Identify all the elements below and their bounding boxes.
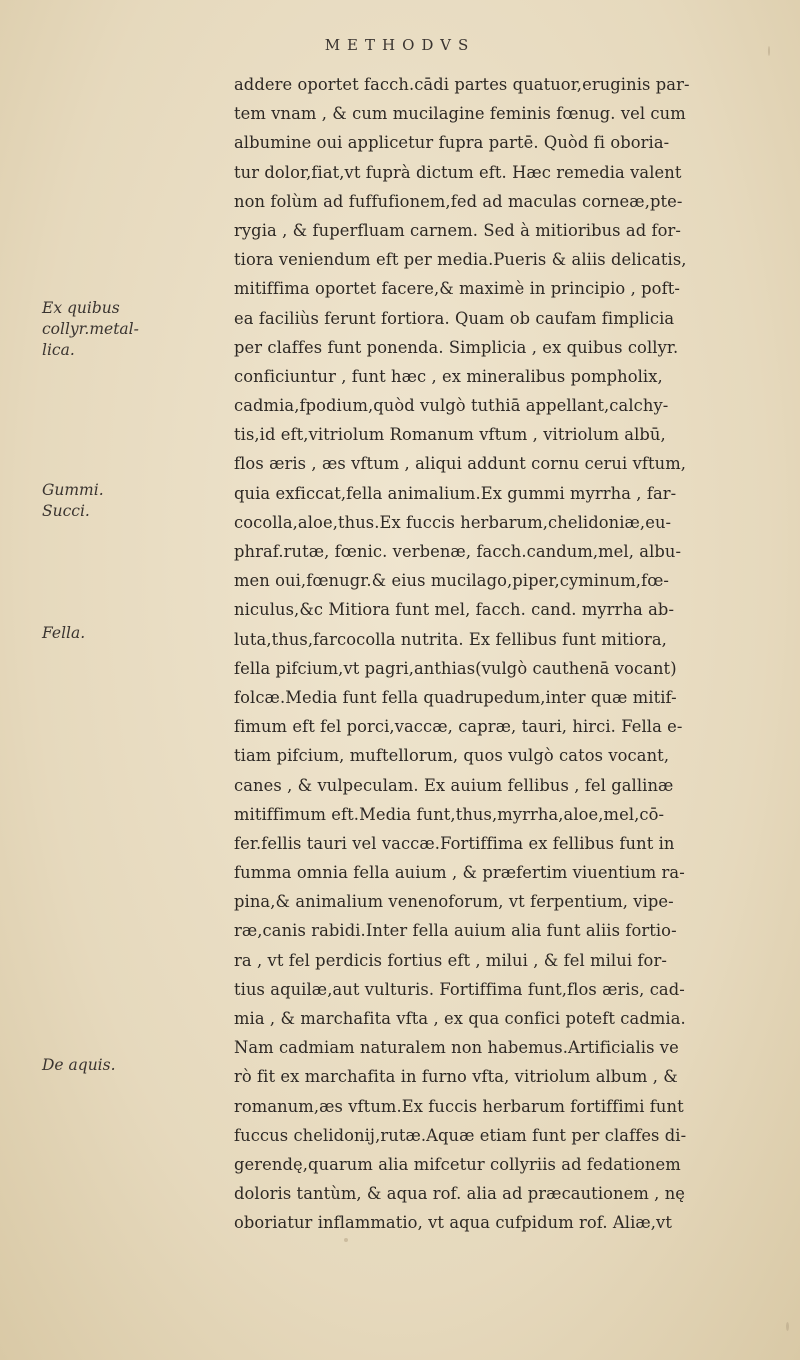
text-line: tem vnam , & cum mucilagine feminis fœnug. vel cum (234, 104, 686, 124)
text-line: ræ,canis rabidi.Inter fella auium alia funt aliis fortio- (234, 921, 677, 941)
text-line: fimum eft fel porci,vaccæ, capræ, tauri, hirci. Fella e- (234, 717, 683, 737)
margin-note-line: Gummi. (42, 481, 104, 499)
text-line: fella pifcium,vt pagri,anthias(vulgò cauthenā vocant) (234, 658, 677, 678)
text-line: doloris tantùm, & aqua rof. alia ad præcautionem , nę (234, 1184, 686, 1204)
text-line: addere oportet facch.cādi partes quatuor,eruginis par- (234, 75, 690, 94)
text-line: pina,& animalium venenoforum, vt ferpentium, vipe- (234, 892, 674, 912)
margin-note-line: collyr.metal- (42, 320, 139, 338)
paper-speck (768, 46, 770, 56)
text-line: phraf.rutæ, fœnic. verbenæ, facch.candum,mel, albu- (234, 542, 682, 561)
text-line: mitiffima oportet facere,& maximè in principio , poft- (234, 279, 680, 299)
text-line: albumine oui applicetur fupra partē. Quòd fi oboria- (234, 133, 670, 153)
text-line: tius aquilæ,aut vulturis. Fortiffima funt,flos æris, cad- (234, 979, 685, 999)
margin-note-line: lica. (42, 341, 75, 359)
margin-note-collyria-metallica (42, 298, 172, 361)
text-line: tiora veniendum eft per media.Pueris & aliis delicatis, (234, 250, 687, 270)
text-line: niculus,&c Mitiora funt mel, facch. cand. myrrha ab- (234, 600, 675, 620)
text-line: tis,id eft,vitriolum Romanum vftum , vitriolum albū, (234, 425, 666, 445)
margin-note-line: Fella. (42, 624, 86, 642)
text-line: ra , vt fel perdicis fortius eft , milui , & fel milui for- (234, 950, 667, 970)
text-line: fer.fellis tauri vel vaccæ.Fortiffima ex fellibus funt in (234, 833, 675, 853)
text-line: Nam cadmiam naturalem non habemus.Artificialis ve (234, 1038, 679, 1058)
text-line: cadmia,fpodium,quòd vulgò tuthiā appellant,calchy- (234, 396, 669, 416)
text-line: men oui,fœnugr.& eius mucilago,piper,cyminum,fœ- (234, 571, 670, 591)
text-line: cocolla,aloe,thus.Ex fuccis herbarum,chelidoniæ,eu- (234, 512, 672, 532)
text-line: per claffes funt ponenda. Simplicia , ex quibus collyr. (234, 337, 679, 357)
text-line: conficiuntur , funt hæc , ex mineralibus pompholix, (234, 366, 663, 386)
margin-note-gummi-succi (42, 480, 172, 522)
text-line: non folùm ad fuffufionem,fed ad maculas corneæ,pte- (234, 191, 683, 211)
text-line: tiam pifcium, muftellorum, quos vulgò catos vocant, (234, 746, 670, 766)
text-line: ea faciliùs ferunt fortiora. Quam ob caufam fimplicia (234, 308, 675, 328)
margin-note-line: Succi. (42, 502, 90, 520)
text-line: oboriatur inflammatio, vt aqua cufpidum rof. Aliæ,vt (234, 1213, 672, 1233)
paper-speck (344, 1238, 348, 1242)
text-line: quia exficcat,fella animalium.Ex gummi myrrha , far- (234, 483, 677, 503)
text-line: gerendę,quarum alia mifcetur collyriis ad fedationem (234, 1154, 681, 1174)
text-line: fuccus chelidonij,rutæ.Aquæ etiam funt per claffes di- (234, 1125, 687, 1145)
text-line: rygia , & fuperfluam carnem. Sed à mitioribus ad for- (234, 220, 682, 240)
running-head: METHODVS (324, 36, 476, 54)
text-line: fumma omnia fella auium , & præfertim viuentium ra- (234, 863, 685, 883)
main-text-block (234, 70, 764, 1238)
text-line: canes , & vulpeculam. Ex auium fellibus , fel gallinæ (234, 775, 674, 795)
margin-note-fella (42, 623, 172, 644)
text-line: folcæ.Media funt fella quadrupedum,inter quæ mitif- (234, 687, 677, 707)
margin-note-line: De aquis. (42, 1056, 116, 1074)
text-line: tur dolor,fiat,vt fuprà dictum eft. Hæc remedia valent (234, 162, 682, 182)
paper-speck (786, 1322, 789, 1331)
text-line: mia , & marchafita vfta , ex qua confici poteft cadmia. (234, 1009, 686, 1028)
margin-note-de-aquis (42, 1055, 172, 1076)
text-line: rò fit ex marchafita in furno vfta, vitriolum album , & (234, 1067, 678, 1087)
margin-note-line: Ex quibus (42, 299, 120, 317)
text-line: luta,thus,farcocolla nutrita. Ex fellibus funt mitiora, (234, 629, 667, 649)
text-line: flos æris , æs vftum , aliqui addunt cornu cerui vftum, (234, 454, 687, 474)
text-line: romanum,æs vftum.Ex fuccis herbarum fortiffimi funt (234, 1096, 684, 1116)
text-line: mitiffimum eft.Media funt,thus,myrrha,aloe,mel,cō- (234, 804, 665, 824)
